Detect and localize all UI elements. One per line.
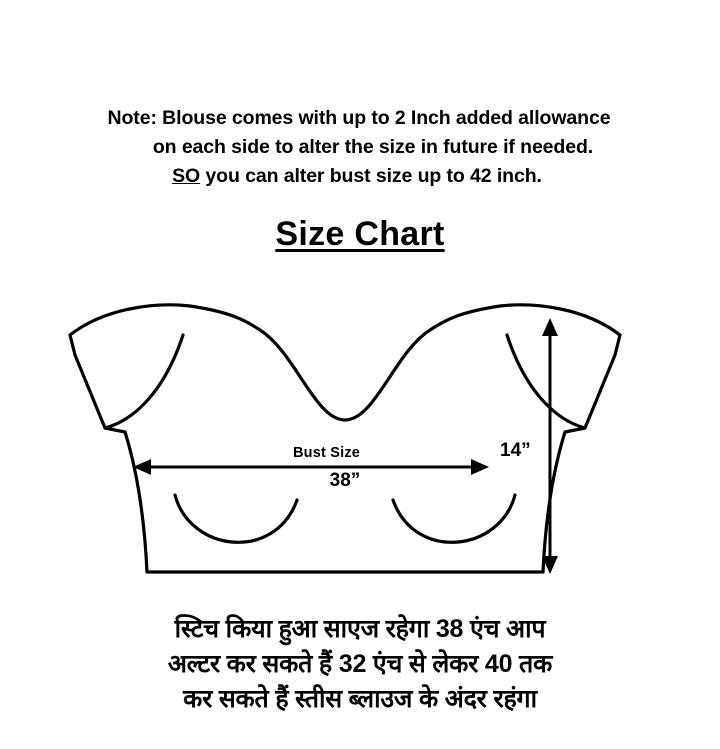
hindi-note-block [0, 612, 720, 717]
note-line-1: Note: Blouse comes with up to 2 Inch added allowance [107, 107, 611, 129]
note-line-3-rest: you can alter bust size up to 42 inch. [200, 165, 542, 187]
hindi-line-3: कर सकते हैं स्तीस ब्लाउज के अंदर रहंगा [183, 685, 537, 713]
hindi-line-1: स्टिच किया हुआ साएज रहेगा 38 एंच आप [174, 615, 546, 643]
blouse-diagram [45, 300, 645, 600]
blouse-body-path [70, 305, 620, 572]
note-line-3 [0, 162, 720, 191]
bust-size-value: 38” [329, 470, 361, 491]
hindi-line-2: अल्टर कर सकते हैं 32 एंच से लेकर 40 तक [167, 650, 553, 678]
blouse-height-value: 14” [500, 440, 531, 461]
page-title-text: Size Chart [275, 215, 445, 253]
note-so-underlined: SO [172, 165, 201, 187]
bust-size-label: Bust Size [293, 445, 361, 461]
note-block [0, 104, 720, 191]
page-title [0, 215, 720, 254]
note-line-2: on each side to alter the size in future if needed. [152, 136, 594, 158]
